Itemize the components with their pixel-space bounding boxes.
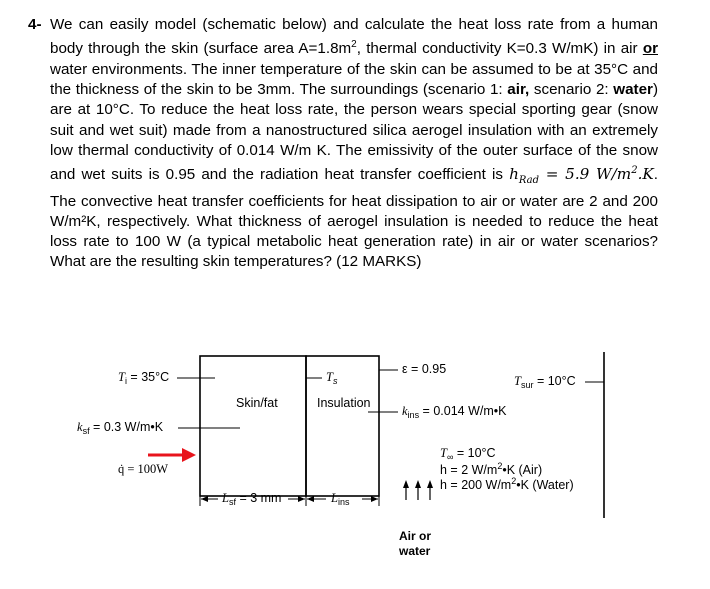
- h-air-exponent: 2: [497, 461, 503, 471]
- insulation-label: Insulation: [317, 396, 371, 410]
- ti-symbol: T: [118, 370, 125, 384]
- hrad-value: = 5.9 W/m: [538, 165, 632, 184]
- tinf-value: = 10°C: [453, 446, 496, 460]
- ksf-value: = 0.3 W/m•K: [89, 420, 164, 434]
- hrad-unit: .K: [637, 165, 654, 184]
- problem-number: 4-: [28, 16, 42, 33]
- tsur-label: [514, 374, 576, 390]
- problem-text-5: ) are at 10°C. To reduce the heat loss rate, the person wears special sporting gear (snow suit and wet suit) made from a nanostructured silica aerogel insulation with an extremely low thermal conductivity of 0.014 W/m K. The emissivity of the outer surface of the snow and wet suits is 0.95 and the radiation heat transfer coefficient is: [50, 80, 658, 184]
- problem-or-emphasis: or: [642, 40, 658, 58]
- h-water-value: h = 200 W/m: [440, 478, 512, 492]
- ts-subscript: s: [332, 376, 338, 386]
- fluid-arrow-1-head: [403, 480, 409, 488]
- ts-label: [326, 370, 337, 386]
- emissivity-label: ε = 0.95: [402, 362, 447, 376]
- fluid-arrow-3-head: [427, 480, 433, 488]
- lsf-value: = 3 mm: [235, 491, 282, 505]
- tsur-subscript: sur: [520, 380, 534, 390]
- ti-value: = 35°C: [126, 370, 170, 384]
- lsf-subscript: sf: [228, 497, 236, 507]
- lsf-label: [222, 491, 281, 507]
- hrad-subscript: Rad: [518, 175, 539, 187]
- fluid-label-line2: water: [399, 544, 431, 558]
- tinf-subscript: ∞: [446, 452, 454, 462]
- lsf-dim-right-arrow: [298, 496, 305, 502]
- kins-subscript: ins: [407, 410, 420, 420]
- h-water-label: [440, 476, 574, 492]
- h-water-unit: •K (Water): [516, 478, 574, 492]
- kins-label: [402, 404, 506, 420]
- lins-dim-right-arrow: [371, 496, 378, 502]
- kins-symbol: k: [402, 404, 408, 418]
- problem-text-1: We can easily model (schematic below) and calculate the heat loss rate from a human body through the skin (surface area A=1.8m: [50, 16, 658, 58]
- ts-symbol: T: [326, 370, 333, 384]
- lins-symbol: L: [331, 491, 338, 505]
- hrad-symbol: h: [509, 165, 519, 184]
- tinf-symbol: T: [440, 446, 447, 460]
- fluid-arrow-2-head: [415, 480, 421, 488]
- lsf-dim-left-arrow: [201, 496, 208, 502]
- insulation-layer: [306, 356, 379, 496]
- fluid-label-line1: Air or: [399, 529, 432, 543]
- problem-air-emphasis: air,: [507, 80, 530, 98]
- tinf-label: [440, 446, 496, 462]
- lsf-symbol: L: [222, 491, 229, 505]
- problem-water-emphasis: water: [613, 80, 653, 98]
- lins-label: [331, 491, 349, 507]
- problem-text-2: , thermal conductivity K=0.3 W/mK) in air: [356, 40, 643, 58]
- area-exponent: 2: [351, 39, 357, 51]
- h-air-value: h = 2 W/m: [440, 463, 498, 477]
- problem-text-6: . The convective heat transfer coefficients for heat dissipation to air or water are 2 and 200 W/m²K, respectively. What thickness of aerogel insulation is needed to reduce the heat loss rate to 100 W (a typical metabolic heat generation rate) in air or water scenarios? What are the resulting skin temperatures? (12 MARKS): [50, 166, 658, 271]
- problem-text-4: scenario 2:: [529, 80, 614, 98]
- h-air-unit: •K (Air): [502, 463, 543, 477]
- h-water-exponent: 2: [511, 476, 517, 486]
- hrad-exponent: 2: [631, 165, 638, 177]
- tsur-value: = 10°C: [533, 374, 576, 388]
- lins-dim-left-arrow: [307, 496, 314, 502]
- ksf-label: [77, 420, 163, 436]
- ti-subscript: i: [124, 376, 127, 386]
- ti-label: [118, 370, 169, 386]
- lins-subscript: ins: [337, 497, 350, 507]
- tsur-symbol: T: [514, 374, 521, 388]
- ksf-subscript: sf: [82, 426, 90, 436]
- kins-value: = 0.014 W/m•K: [419, 404, 507, 418]
- problem-text-3: water environments. The inner temperature of the skin can be assumed to be at 35°C and the thickness of the skin to be 3mm. The surroundings (scenario 1:: [50, 60, 658, 98]
- ksf-symbol: k: [77, 420, 83, 434]
- heat-rate-label: q̇ = 100W: [118, 462, 169, 476]
- skin-layer: [200, 356, 306, 496]
- skin-fat-label: Skin/fat: [236, 396, 278, 410]
- heat-flow-arrowhead: [182, 448, 196, 462]
- h-air-label: [440, 461, 542, 477]
